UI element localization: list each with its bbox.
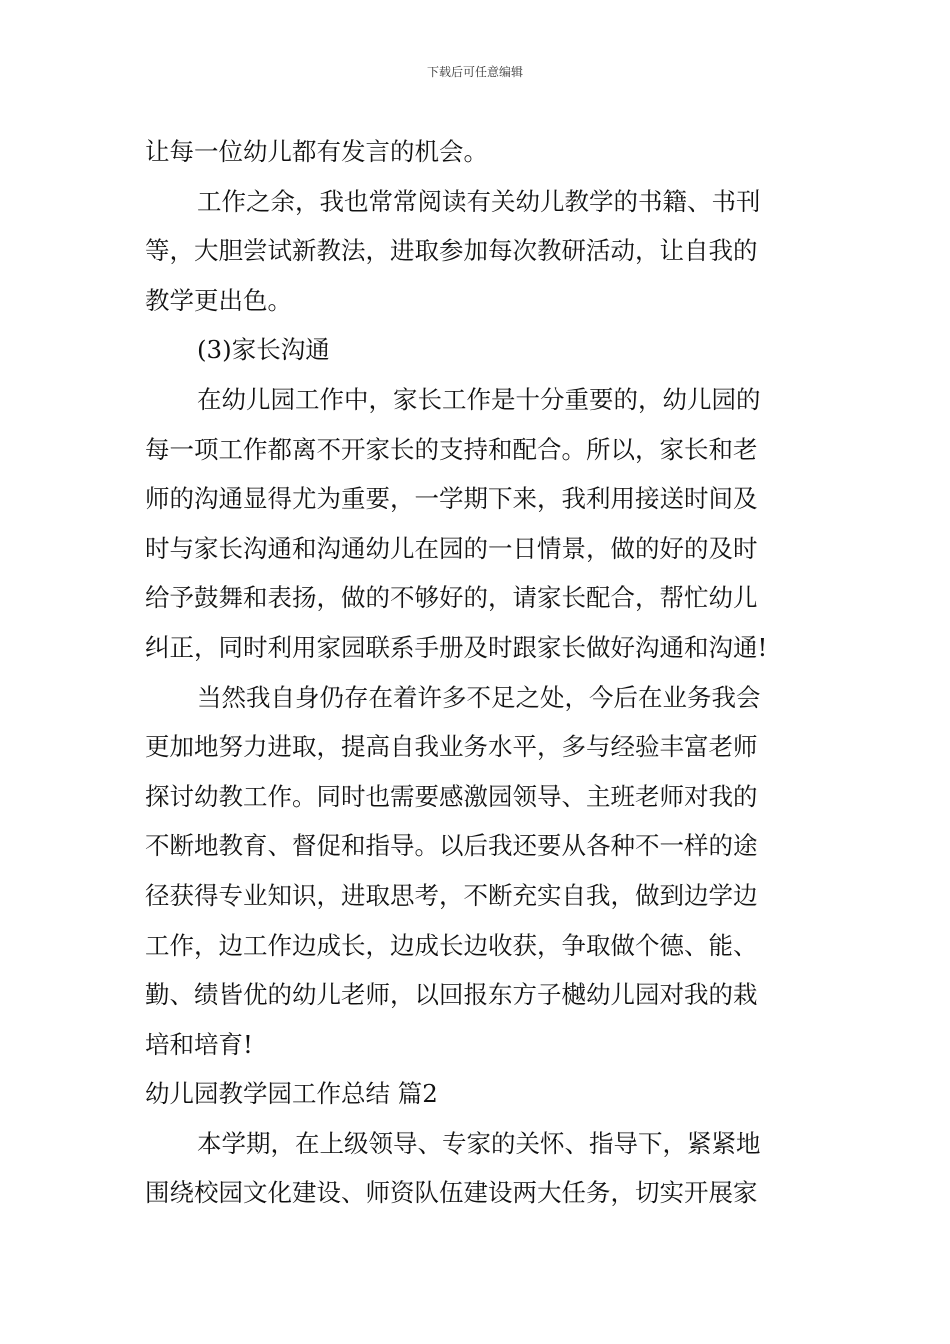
document-body: [145, 127, 810, 1218]
text-line: 培和培育!: [145, 1029, 253, 1059]
section-title: 幼儿园教学园工作总结 篇2: [145, 1079, 438, 1109]
text-line: 勤、绩皆优的幼儿老师，以回报东方子樾幼儿园对我的栽: [145, 980, 758, 1010]
text-line: 不断地教育、督促和指导。以后我还要从各种不一样的途: [145, 831, 758, 861]
text-line: 围绕校园文化建设、师资队伍建设两大任务，切实开展家: [145, 1178, 758, 1208]
text-line: 让每一位幼儿都有发言的机会。: [145, 137, 488, 166]
text-line: 每一项工作都离不开家长的支持和配合。所以，家长和老: [145, 434, 758, 464]
text-line: 教学更出色。: [145, 285, 292, 315]
text-line: 师的沟通显得尤为重要，一学期下来，我利用接送时间及: [145, 484, 758, 514]
paragraph-first-line: 本学期，在上级领导、专家的关怀、指导下，紧紧地: [197, 1128, 761, 1158]
paragraph-first-line: 工作之余，我也常常阅读有关幼儿教学的书籍、书刊: [197, 186, 761, 216]
text-line: 等，大胆尝试新教法，进取参加每次教研活动，让自我的: [145, 236, 758, 266]
text-line: 给予鼓舞和表扬，做的不够好的，请家长配合，帮忙幼儿: [145, 583, 758, 613]
page-header: 下载后可任意编辑: [426, 65, 523, 79]
text-line: 更加地努力进取，提高自我业务水平，多与经验丰富老师: [145, 732, 758, 762]
text-line: 纠正，同时利用家园联系手册及时跟家长做好沟通和沟通!: [145, 632, 768, 662]
paragraph-first-line: 当然我自身仍存在着许多不足之处，今后在业务我会: [197, 682, 761, 712]
text-line: 工作，边工作边成长，边成长边收获，争取做个德、能、: [145, 930, 758, 960]
text-line: 径获得专业知识，进取思考，不断充实自我，做到边学边: [145, 880, 758, 910]
text-line: 时与家长沟通和沟通幼儿在园的一日情景，做的好的及时: [145, 533, 758, 563]
section-heading: (3)家长沟通: [197, 335, 330, 365]
text-line: 探讨幼教工作。同时也需要感激园领导、主班老师对我的: [145, 781, 758, 811]
paragraph-first-line: 在幼儿园工作中，家长工作是十分重要的，幼儿园的: [197, 384, 761, 414]
